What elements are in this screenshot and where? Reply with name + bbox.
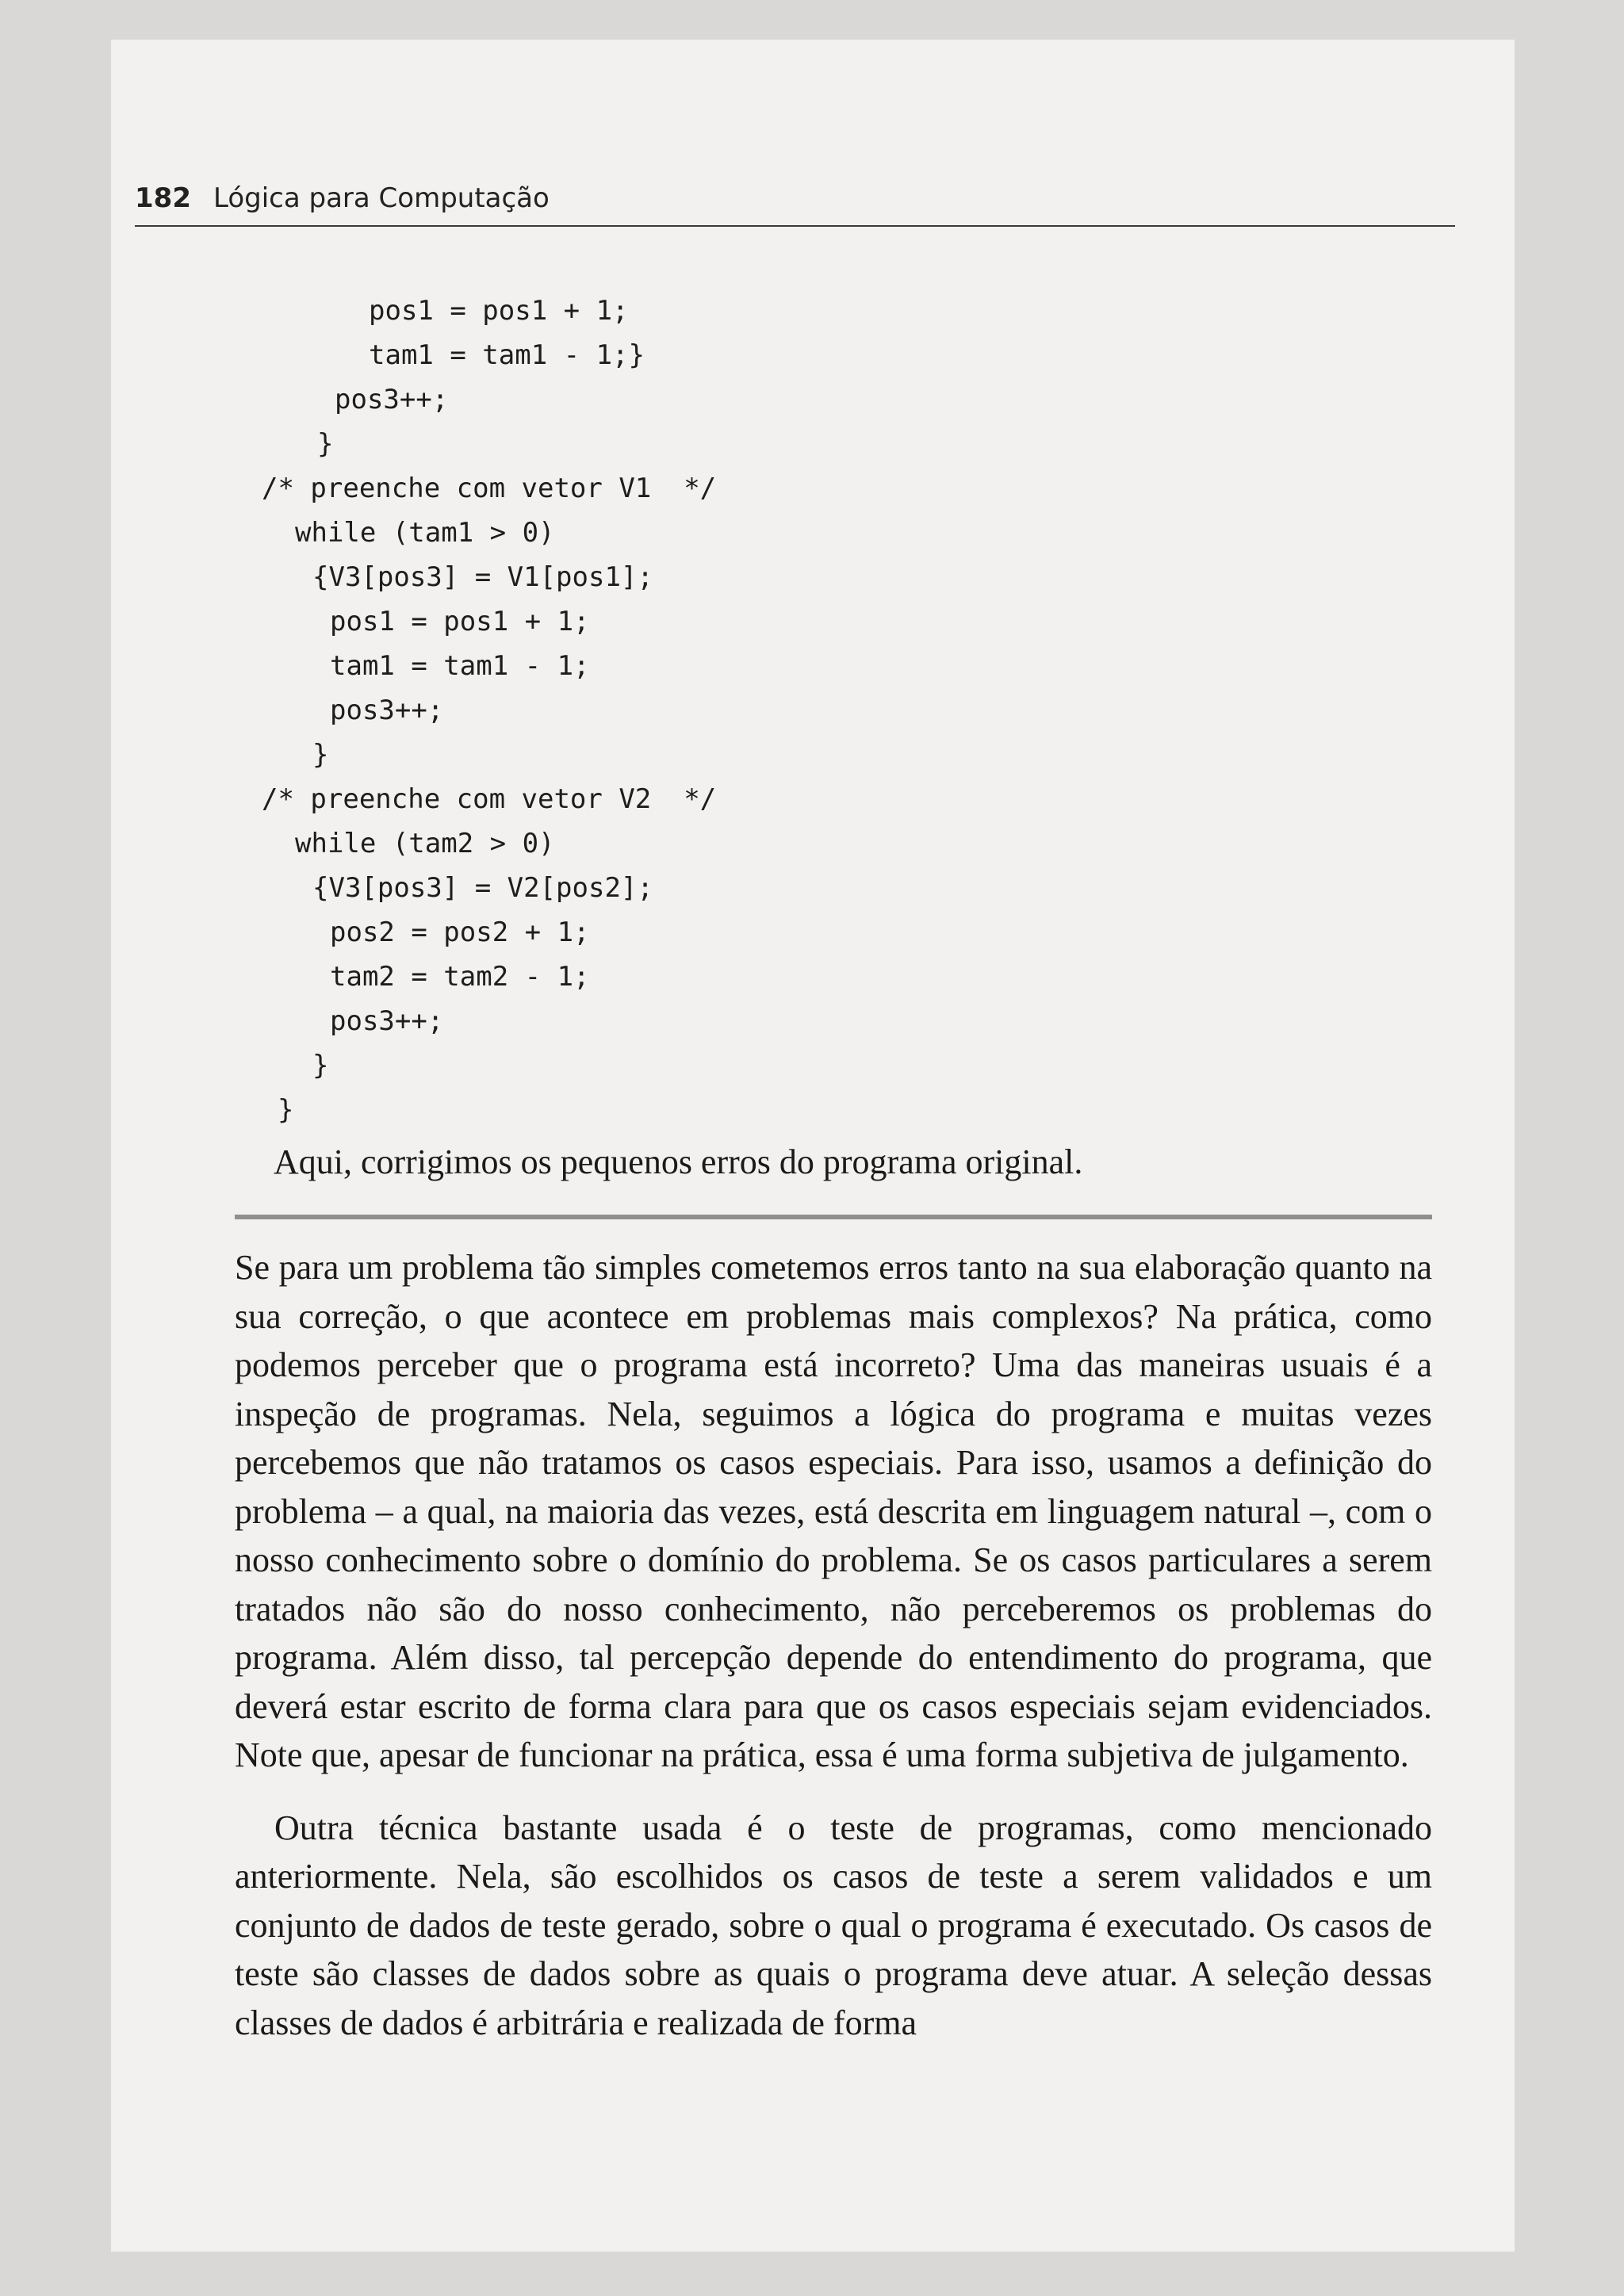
code-line: {V3[pos3] = V2[pos2]; [312,872,653,904]
code-line: } [317,428,334,460]
paragraph: Outra técnica bastante usada é o teste de programas, como mencionado anteriormente. Nela, são escolhidos os casos de teste a serem validados e um conjunto de dados de teste gerado, sobre o qual o programa é executado. Os casos de teste são classes de dados sobre as quais o programa deve atuar. A seleção dessas classes de dados é arbitrária e realizada de forma [235,1808,1432,2042]
code-line: while (tam1 > 0) [295,517,555,549]
code-line: } [312,1050,329,1081]
code-line: pos1 = pos1 + 1; [369,295,629,327]
code-line: {V3[pos3] = V1[pos1]; [312,561,653,593]
section-divider [235,1215,1432,1219]
code-line: } [278,1094,294,1126]
code-line: tam2 = tam2 - 1; [330,961,590,993]
page-header [135,182,1455,227]
code-line: tam1 = tam1 - 1;} [369,339,645,371]
code-line: } [312,739,329,771]
code-line: while (tam2 > 0) [295,828,555,859]
code-comment: /* preenche com vetor V1 */ [262,473,717,504]
code-line: tam1 = tam1 - 1; [330,650,590,682]
code-line: pos3++; [330,695,444,726]
code-comment: /* preenche com vetor V2 */ [262,783,717,815]
code-line: pos2 = pos2 + 1; [330,916,590,948]
body-text [235,1243,1432,2047]
code-caption: Aqui, corrigimos os pequenos erros do programa original. [274,1142,1083,1181]
page-number: 182 [135,182,191,214]
code-line: pos3++; [335,384,449,415]
paragraph: Se para um problema tão simples cometemos erros tanto na sua elaboração quanto na sua correção, o que acontece em problemas mais complexos? Na prática, como podemos perceber que o programa está incorreto? Uma das maneiras usuais é a inspeção de programas. Nela, seguimos a lógica do programa e muitas vezes percebemos que não tratamos os casos especiais. Para isso, usamos a definição do problema – a qual, na maioria das vezes, está descrita em linguagem natural –, com o nosso conhecimento sobre o domínio do problema. Se os casos particulares a serem tratados não são do nosso conhecimento, não perceberemos os problemas do programa. Além disso, tal percepção depende do entendimento do programa, que deverá estar escrito de forma clara para que os casos especiais sejam evidenciados. Note que, apesar de funcionar na prática, essa é uma forma subjetiva de julgamento. [235,1248,1432,1774]
code-line: pos1 = pos1 + 1; [330,606,590,637]
code-line: pos3++; [330,1005,444,1037]
book-title: Lógica para Computação [213,182,550,214]
